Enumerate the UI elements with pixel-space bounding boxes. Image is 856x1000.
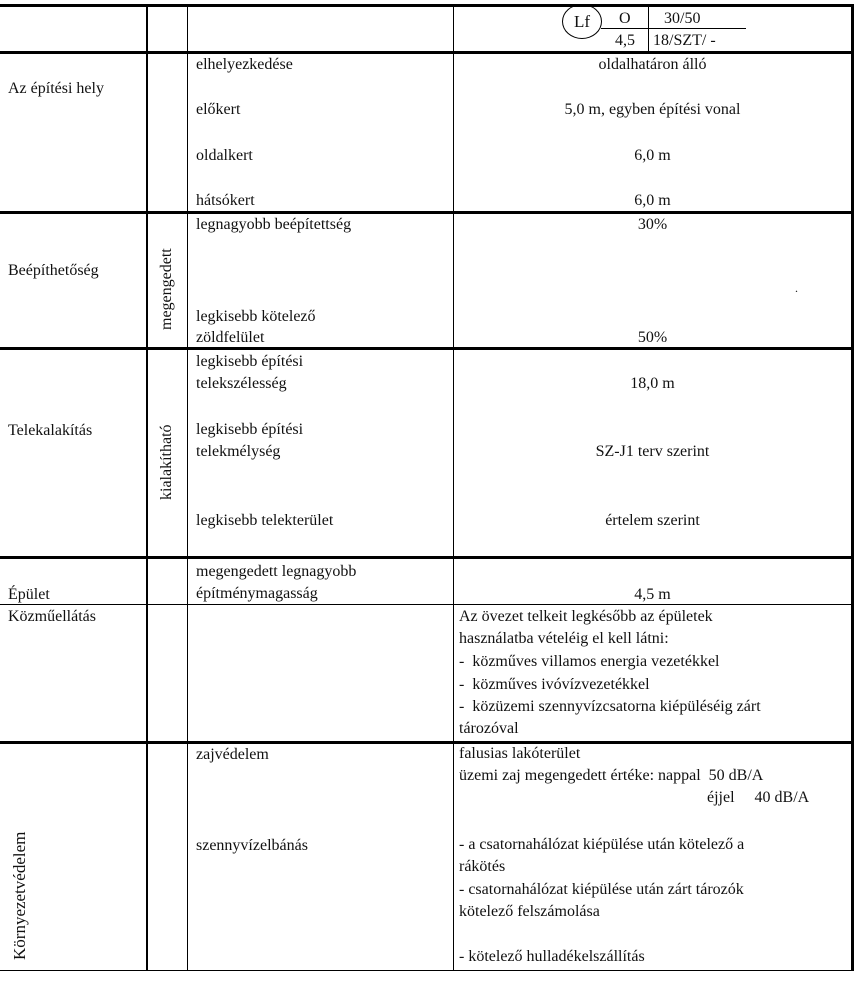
col-divider — [187, 4, 188, 971]
zone-code-bottom-left: 4,5 — [615, 32, 635, 49]
item-value: értelem szerint — [605, 512, 700, 529]
utility-text-line: - közüzemi szennyvízcsatorna kiépüléséig zárt — [459, 698, 761, 715]
sewage-text-line: rákötés — [459, 858, 506, 875]
item-label: telekmélység — [196, 443, 281, 460]
utility-text-line: használatba vételéig el kell látni: — [459, 630, 669, 647]
col-divider — [146, 4, 148, 971]
category-label: Beépíthetőség — [8, 262, 99, 279]
table-border-bottom — [0, 970, 854, 971]
item-label: szennyvízelbánás — [196, 837, 308, 854]
zone-code-circle: Lf — [562, 4, 602, 39]
item-label: legkisebb építési — [196, 421, 304, 438]
zone-code-top-left: O — [619, 10, 631, 27]
category-label: Környezetvédelem — [10, 831, 29, 960]
category-label: Az építési hely — [8, 80, 104, 97]
zone-code-bottom-right: 18/SZT/ - — [653, 32, 716, 49]
sewage-text-line: - a csatornahálózat kiépülése után kötelező a — [459, 836, 745, 853]
item-value: 50% — [637, 329, 668, 346]
row-divider — [0, 741, 854, 744]
utility-text-line: Az övezet telkeit legkésőbb az épületek — [459, 608, 713, 625]
qualifier-label: kialakítható — [158, 424, 175, 500]
noise-text-line: éjjel 40 dB/A — [707, 789, 810, 806]
table-border-right — [851, 4, 854, 971]
noise-text-line: üzemi zaj megengedett értéke: nappal 50 dB/A — [459, 767, 764, 784]
item-label: elhelyezkedése — [196, 56, 293, 73]
item-label: építménymagasság — [196, 585, 318, 602]
utility-text-line: - közműves ivóvízvezetékkel — [459, 676, 650, 693]
item-label: legkisebb építési — [196, 353, 304, 370]
sewage-text-line: kötelező felszámolása — [459, 903, 600, 920]
item-value: 18,0 m — [630, 375, 675, 392]
item-label: zöldfelület — [196, 329, 265, 346]
category-label: Épület — [8, 586, 50, 603]
noise-text-line: falusias lakóterület — [459, 745, 581, 762]
item-label: hátsókert — [196, 192, 255, 209]
utility-text-line: tározóval — [459, 720, 519, 737]
stray-dot: . — [795, 281, 798, 295]
item-label: megengedett legnagyobb — [196, 563, 357, 580]
item-value: 6,0 m — [634, 192, 671, 209]
sewage-text-line: - kötelező hulladékelszállítás — [459, 948, 645, 965]
item-value: 6,0 m — [634, 147, 671, 164]
zone-code-divider — [648, 7, 649, 51]
table-border-top — [0, 4, 854, 7]
sewage-text-line: - csatornahálózat kiépülése után zárt tározók — [459, 881, 744, 898]
item-label: legkisebb telekterület — [196, 512, 334, 529]
category-label: Közműellátás — [8, 608, 96, 625]
item-label: legnagyobb beépítettség — [196, 216, 352, 233]
item-value: 30% — [637, 216, 668, 233]
item-label: telekszélesség — [196, 375, 287, 392]
qualifier-label: megengedett — [158, 248, 175, 330]
item-label: oldalkert — [196, 147, 253, 164]
item-value: 4,5 m — [634, 586, 671, 603]
item-value: 5,0 m, egyben építési vonal — [564, 101, 741, 118]
row-divider — [0, 556, 854, 559]
item-value: oldalhatáron álló — [598, 56, 707, 73]
item-label: legkisebb kötelező — [196, 308, 316, 325]
zone-code-top-right: 30/50 — [664, 10, 701, 27]
item-value: SZ-J1 terv szerint — [595, 443, 710, 460]
item-label: előkert — [196, 101, 241, 118]
category-label: Telekalakítás — [8, 422, 93, 439]
item-label: zajvédelem — [196, 746, 269, 763]
utility-text-line: - közműves villamos energia vezetékkel — [459, 653, 720, 670]
